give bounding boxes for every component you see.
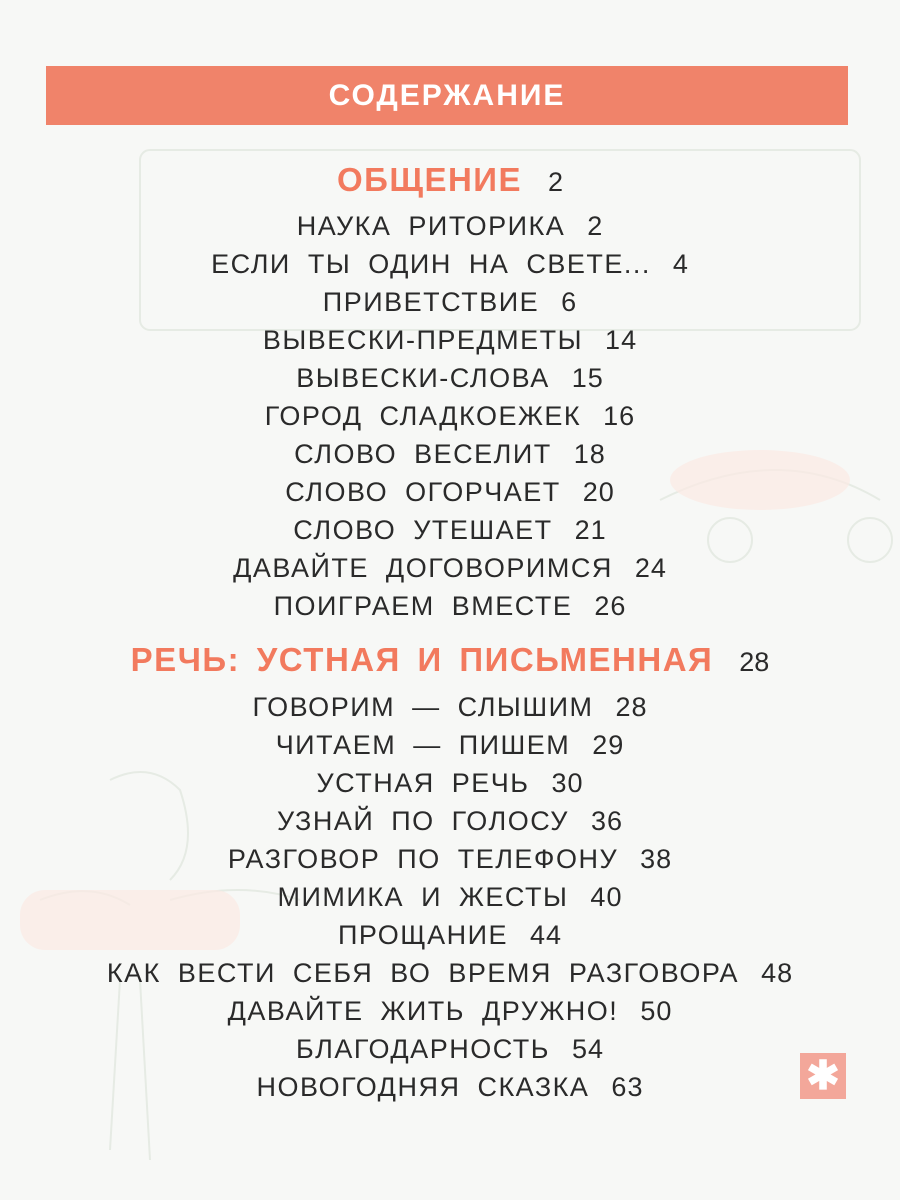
toc-entry-page: 20 [582, 477, 615, 507]
toc-entry[interactable] [0, 846, 900, 873]
toc-entry[interactable] [0, 365, 900, 392]
toc-entry-label: НАУКА РИТОРИКА [296, 211, 566, 241]
toc-entry[interactable] [0, 555, 900, 582]
toc-entry-page: 18 [573, 439, 606, 469]
toc-entry-label: НОВОГОДНЯЯ СКАЗКА [256, 1072, 590, 1102]
toc-entry[interactable] [0, 884, 900, 911]
toc-entry-page: 21 [574, 515, 607, 545]
toc-entry-label: КАК ВЕСТИ СЕБЯ ВО ВРЕМЯ РАЗГОВОРА [106, 958, 740, 988]
toc-entry-label: ГОРОД СЛАДКОЕЖЕК [264, 401, 582, 431]
toc-entry-label: ДАВАЙТЕ ЖИТЬ ДРУЖНО! [227, 996, 619, 1026]
toc-entry-label: ЕСЛИ ТЫ ОДИН НА СВЕТЕ... [211, 249, 651, 279]
toc-entry-label: ГОВОРИМ — СЛЫШИМ [252, 692, 594, 722]
toc-entry-label: ВЫВЕСКИ-ПРЕДМЕТЫ [262, 325, 584, 355]
toc-entry-page: 24 [634, 553, 667, 583]
toc-entry[interactable] [0, 732, 900, 759]
toc-entry-label: СЛОВО ОГОРЧАЕТ [285, 477, 561, 507]
toc-entry-label: ЧИТАЕМ — ПИШЕМ [275, 730, 571, 760]
toc-entry-page: 40 [590, 882, 623, 912]
toc-entry-page: 15 [571, 363, 604, 393]
toc-entry-page: 54 [572, 1034, 605, 1064]
toc-entry[interactable] [0, 479, 900, 506]
toc-entry-page: 2 [587, 211, 604, 241]
toc-entry-page: 63 [611, 1072, 644, 1102]
asterisk-icon [800, 1053, 846, 1099]
toc-entry-label: ПОИГРАЕМ ВМЕСТЕ [273, 591, 573, 621]
toc-entry-page: 4 [672, 249, 689, 279]
toc-entry[interactable] [0, 770, 900, 797]
toc-entry-page: 26 [594, 591, 627, 621]
contents-title: СОДЕРЖАНИЕ [328, 78, 566, 112]
section-title: РЕЧЬ: УСТНАЯ И ПИСЬМЕННАЯ [130, 641, 714, 678]
toc-entry-page: 36 [590, 806, 623, 836]
toc-entry-label: ПРОЩАНИЕ [337, 920, 508, 950]
toc-entry[interactable] [0, 289, 900, 316]
toc-entry[interactable] [0, 808, 900, 835]
toc-entry[interactable] [0, 441, 900, 468]
toc-entry-label: СЛОВО ВЕСЕЛИТ [294, 439, 552, 469]
toc-entry-page: 14 [605, 325, 638, 355]
asterisk-glyph: ✱ [806, 1054, 840, 1098]
toc-entry[interactable] [0, 593, 900, 620]
toc-entry[interactable] [0, 694, 900, 721]
toc-entry-page: 38 [640, 844, 673, 874]
toc-entry-label: БЛАГОДАРНОСТЬ [295, 1034, 551, 1064]
toc-entry-page: 6 [561, 287, 578, 317]
toc-entry[interactable] [0, 998, 900, 1025]
toc-entry-label: ПРИВЕТСТВИЕ [322, 287, 540, 317]
toc-entry-label: ДАВАЙТЕ ДОГОВОРИМСЯ [233, 553, 613, 583]
toc-entry-label: СЛОВО УТЕШАЕТ [293, 515, 553, 545]
section-page-number: 28 [739, 647, 770, 677]
toc-entry-label: МИМИКА И ЖЕСТЫ [277, 882, 569, 912]
toc-entry-page: 50 [640, 996, 673, 1026]
contents-banner [46, 66, 848, 125]
toc-entry-page: 44 [530, 920, 563, 950]
section-heading-rech[interactable] [0, 643, 900, 676]
toc-entry[interactable] [0, 517, 900, 544]
toc-entry-page: 30 [551, 768, 584, 798]
section-heading-obshchenie[interactable] [0, 163, 900, 196]
toc-entry[interactable] [0, 251, 900, 278]
section-page-number: 2 [548, 167, 564, 197]
toc-entry-page: 28 [615, 692, 648, 722]
toc-entry-page: 29 [592, 730, 625, 760]
toc-entry[interactable] [0, 960, 900, 987]
toc-entry[interactable] [0, 327, 900, 354]
toc-entry[interactable] [0, 403, 900, 430]
toc-entry-label: УСТНАЯ РЕЧЬ [316, 768, 530, 798]
toc-entry[interactable] [0, 1074, 900, 1101]
toc-entry-page: 16 [603, 401, 636, 431]
toc-entry[interactable] [0, 922, 900, 949]
section-title: ОБЩЕНИЕ [336, 161, 523, 198]
toc-entry-label: РАЗГОВОР ПО ТЕЛЕФОНУ [227, 844, 619, 874]
toc-entry[interactable] [0, 1036, 900, 1063]
toc-entry-page: 48 [761, 958, 794, 988]
toc-entry-label: УЗНАЙ ПО ГОЛОСУ [276, 806, 569, 836]
toc-entry[interactable] [0, 213, 900, 240]
toc-entry-label: ВЫВЕСКИ-СЛОВА [296, 363, 550, 393]
